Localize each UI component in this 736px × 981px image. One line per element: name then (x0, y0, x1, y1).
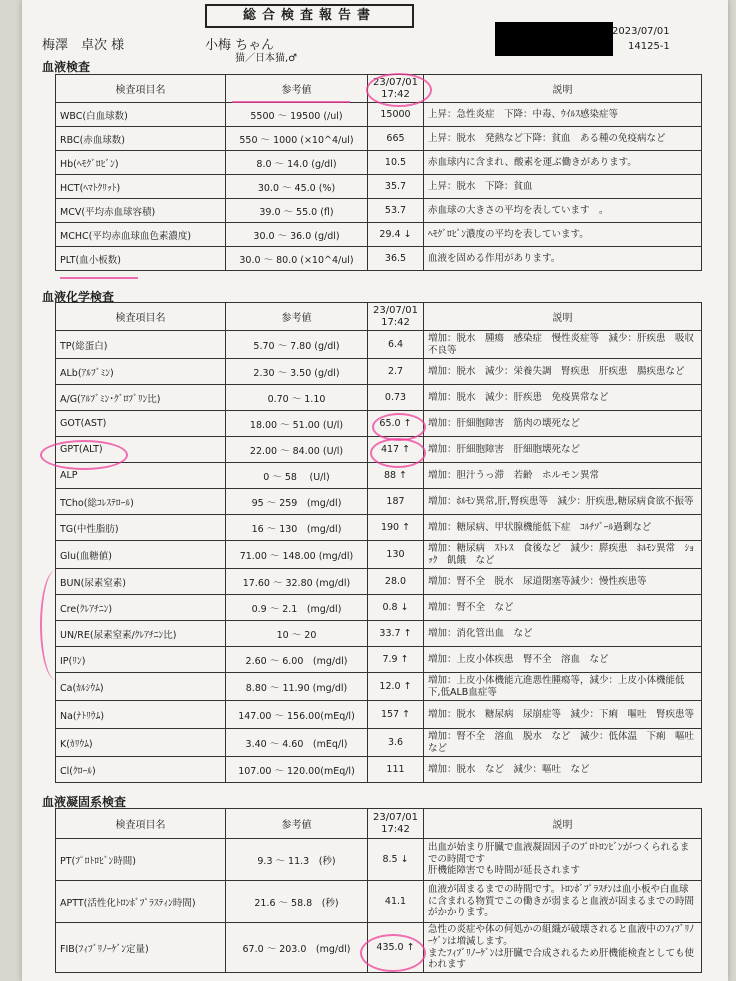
result-value-cell: 187 (368, 489, 424, 515)
section-title-coagulation: 血液凝固系検査 (42, 795, 127, 809)
column-header-item: 検査項目名 (56, 75, 226, 103)
item-name-cell: ALP (56, 463, 226, 489)
result-value-cell: 665 (368, 127, 424, 151)
item-name-cell: RBC(赤血球数) (56, 127, 226, 151)
description-cell: 血液を固める作用があります。 (424, 247, 702, 271)
column-header-ref: 参考値 (226, 809, 368, 839)
description-cell: 赤血球内に含まれ、酸素を運ぶ働きがあります。 (424, 151, 702, 175)
result-value-cell: 7.9 ↑ (368, 647, 424, 673)
item-name-cell: Na(ﾅﾄﾘｳﾑ) (56, 701, 226, 729)
column-header-desc: 説明 (424, 303, 702, 331)
item-name-cell: WBC(白血球数) (56, 103, 226, 127)
reference-range-cell: 3.40 ～ 4.60 (mEq/l) (226, 729, 368, 757)
pink-circle-mark (370, 438, 426, 468)
table-row (56, 151, 702, 175)
item-name-cell: HCT(ﾍﾏﾄｸﾘｯﾄ) (56, 175, 226, 199)
result-value-cell: 8.5 ↓ (368, 839, 424, 881)
pink-underline-mark (60, 277, 138, 279)
table-row (56, 541, 702, 569)
table-row (56, 569, 702, 595)
description-cell: 上昇：脱水 下降：貧血 (424, 175, 702, 199)
result-value-cell: 35.7 (368, 175, 424, 199)
pink-circle-mark (372, 413, 426, 441)
pink-circle-mark (360, 934, 426, 972)
reference-range-cell: 67.0 ～ 203.0 (mg/dl) (226, 923, 368, 973)
reference-range-cell: 5.70 ～ 7.80 (g/dl) (226, 331, 368, 359)
section-title-blood: 血液検査 (42, 60, 91, 74)
result-value-cell: 41.1 (368, 881, 424, 923)
result-value-cell: 33.7 ↑ (368, 621, 424, 647)
item-name-cell: PLT(血小板数) (56, 247, 226, 271)
result-value-cell: 0.73 (368, 385, 424, 411)
reference-range-cell: 8.0 ～ 14.0 (g/dl) (226, 151, 368, 175)
reference-range-cell: 71.00 ～ 148.00 (mg/dl) (226, 541, 368, 569)
pink-bracket-mark (40, 570, 72, 680)
reference-range-cell: 30.0 ～ 80.0 (×10^4/ul) (226, 247, 368, 271)
description-cell: 増加：脱水 糖尿病 尿崩症等 減少：下痢 嘔吐 腎疾患等 (424, 701, 702, 729)
table-row (56, 647, 702, 673)
reference-range-cell: 2.60 ～ 6.00 (mg/dl) (226, 647, 368, 673)
description-cell: 血液が固まるまでの時間です。ﾄﾛﾝﾎﾞﾌﾟﾗｽﾁﾝは血小板や白血球に含まれる物質でこの働きが弱まると血液が固まるまでの時間がかかります。 (424, 881, 702, 923)
description-cell: 赤血球の大きさの平均を表しています 。 (424, 199, 702, 223)
result-value-cell: 15000 (368, 103, 424, 127)
table-row (56, 881, 702, 923)
item-name-cell: GOT(AST) (56, 411, 226, 437)
table-row (56, 385, 702, 411)
table-row (56, 247, 702, 271)
description-cell: ﾍﾓｸﾞﾛﾋﾞﾝ濃度の平均を表しています。 (424, 223, 702, 247)
reference-range-cell: 550 ～ 1000 (×10^4/ul) (226, 127, 368, 151)
result-value-cell: 111 (368, 757, 424, 783)
column-header-ref: 参考値 (226, 75, 368, 103)
item-name-cell: Ca(ｶﾙｼｳﾑ) (56, 673, 226, 701)
result-value-cell: 28.0 (368, 569, 424, 595)
item-name-cell: Cl(ｸﾛｰﾙ) (56, 757, 226, 783)
reference-range-cell: 30.0 ～ 45.0 (%) (226, 175, 368, 199)
table-row (56, 331, 702, 359)
description-cell: 急性の炎症や体の何処かの組織が破壊されると血液中のﾌｨﾌﾞﾘﾉｰｹﾞﾝは増減します。 またﾌｨﾌﾞﾘﾉｰｹﾞﾝは肝臓で合成されるため肝機能検査としても使われます (424, 923, 702, 973)
result-value-cell: 157 ↑ (368, 701, 424, 729)
reference-range-cell: 22.00 ～ 84.00 (U/l) (226, 437, 368, 463)
table-row (56, 757, 702, 783)
pet-species-breed: 猫／日本猫,♂ (235, 53, 298, 64)
item-name-cell: BUN(尿素窒素) (56, 569, 226, 595)
result-value-cell: 6.4 (368, 331, 424, 359)
section-title-chemistry: 血液化学検査 (42, 290, 115, 304)
item-name-cell: MCHC(平均赤血球血色素濃度) (56, 223, 226, 247)
description-cell: 増加：上皮小体疾患 腎不全 溶血 など (424, 647, 702, 673)
report-date: 2023/07/01 (612, 26, 670, 37)
table-row (56, 673, 702, 701)
reference-range-cell: 16 ～ 130 (mg/dl) (226, 515, 368, 541)
result-value-cell: 417 ↑ (368, 437, 424, 463)
description-cell: 増加：脱水 など 減少：嘔吐 など (424, 757, 702, 783)
description-cell: 増加：消化管出血 など (424, 621, 702, 647)
table-row (56, 463, 702, 489)
reference-range-cell: 9.3 ～ 11.3 (秒) (226, 839, 368, 881)
description-cell: 増加：脱水 減少：肝疾患 免疫異常など (424, 385, 702, 411)
column-header-item: 検査項目名 (56, 303, 226, 331)
table-row (56, 199, 702, 223)
item-name-cell: ALb(ｱﾙﾌﾞﾐﾝ) (56, 359, 226, 385)
description-cell: 増加：脱水 腫瘍 感染症 慢性炎症等 減少：肝疾患 吸収不良等 (424, 331, 702, 359)
item-name-cell: APTT(活性化ﾄﾛﾝﾎﾞﾌﾟﾗｽﾃｨﾝ時間) (56, 881, 226, 923)
table-row (56, 729, 702, 757)
column-header-date: 23/07/01 17:42 (368, 809, 424, 839)
redacted-block (495, 22, 613, 56)
result-value-cell: 10.5 (368, 151, 424, 175)
result-value-cell: 0.8 ↓ (368, 595, 424, 621)
item-name-cell: TG(中性脂肪) (56, 515, 226, 541)
item-name-cell: A/G(ｱﾙﾌﾞﾐﾝ･ｸﾞﾛﾌﾞﾘﾝ比) (56, 385, 226, 411)
reference-range-cell: 5500 ～ 19500 (/ul) (226, 103, 368, 127)
reference-range-cell: 39.0 ～ 55.0 (fl) (226, 199, 368, 223)
item-name-cell: K(ｶﾘｳﾑ) (56, 729, 226, 757)
result-value-cell: 36.5 (368, 247, 424, 271)
reference-range-cell: 8.80 ～ 11.90 (mg/dl) (226, 673, 368, 701)
description-cell: 上昇：急性炎症 下降：中毒、ｳｲﾙｽ感染症等 (424, 103, 702, 127)
owner-name: 梅澤 卓次 様 (42, 38, 125, 53)
table-row (56, 515, 702, 541)
table-row (56, 127, 702, 151)
table-row (56, 595, 702, 621)
item-name-cell: Hb(ﾍﾓｸﾞﾛﾋﾞﾝ) (56, 151, 226, 175)
description-cell: 増加：ﾎﾙﾓﾝ異常,肝,腎疾患等 減少：肝疾患,糖尿病食欲不振等 (424, 489, 702, 515)
column-header-date: 23/07/01 17:42 (368, 303, 424, 331)
column-header-date: 23/07/01 17:42 (368, 75, 424, 103)
item-name-cell: Glu(血糖値) (56, 541, 226, 569)
report-title: 総合検査報告書 (205, 4, 414, 28)
column-header-desc: 説明 (424, 75, 702, 103)
result-value-cell: 65.0 ↑ (368, 411, 424, 437)
item-name-cell: MCV(平均赤血球容積) (56, 199, 226, 223)
table-row (56, 839, 702, 881)
pet-name: 小梅 ちゃん (205, 38, 275, 53)
description-cell: 増加：上皮小体機能亢進悪性腫瘍等，減少：上皮小体機能低下,低ALB血症等 (424, 673, 702, 701)
description-cell: 増加：糖尿病 ｽﾄﾚｽ 食後など 減少：膵疾患 ﾎﾙﾓﾝ異常 ｼｮｯｸ 飢餓 など (424, 541, 702, 569)
column-header-item: 検査項目名 (56, 809, 226, 839)
document-number: 14125-1 (628, 41, 670, 52)
table-row (56, 359, 702, 385)
reference-range-cell: 21.6 ～ 58.8 (秒) (226, 881, 368, 923)
result-value-cell: 2.7 (368, 359, 424, 385)
pink-circle-mark (40, 440, 128, 470)
item-name-cell: TCho(総ｺﾚｽﾃﾛｰﾙ) (56, 489, 226, 515)
description-cell: 増加：腎不全 など (424, 595, 702, 621)
table-row (56, 701, 702, 729)
item-name-cell: TP(総蛋白) (56, 331, 226, 359)
result-value-cell: 88 ↑ (368, 463, 424, 489)
result-value-cell: 12.0 ↑ (368, 673, 424, 701)
reference-range-cell: 0 ～ 58 (U/l) (226, 463, 368, 489)
reference-range-cell: 0.70 ～ 1.10 (226, 385, 368, 411)
result-value-cell: 3.6 (368, 729, 424, 757)
reference-range-cell: 10 ～ 20 (226, 621, 368, 647)
table-row (56, 621, 702, 647)
result-value-cell: 130 (368, 541, 424, 569)
reference-range-cell: 18.00 ～ 51.00 (U/l) (226, 411, 368, 437)
reference-range-cell: 17.60 ～ 32.80 (mg/dl) (226, 569, 368, 595)
description-cell: 増加：肝細胞障害 肝細胞壊死など (424, 437, 702, 463)
item-name-cell: Cre(ｸﾚｱﾁﾆﾝ) (56, 595, 226, 621)
chemistry-table (55, 302, 702, 783)
column-header-desc: 説明 (424, 809, 702, 839)
description-cell: 上昇：脱水 発熱など下降：貧血 ある種の免疫病など (424, 127, 702, 151)
result-value-cell: 435.0 ↑ (368, 923, 424, 973)
reference-range-cell: 95 ～ 259 (mg/dl) (226, 489, 368, 515)
item-name-cell: GPT(ALT) (56, 437, 226, 463)
reference-range-cell: 30.0 ～ 36.0 (g/dl) (226, 223, 368, 247)
reference-range-cell: 107.00 ～ 120.00(mEq/l) (226, 757, 368, 783)
reference-range-cell: 2.30 ～ 3.50 (g/dl) (226, 359, 368, 385)
table-row (56, 175, 702, 199)
table-row (56, 489, 702, 515)
item-name-cell: IP(ﾘﾝ) (56, 647, 226, 673)
table-row (56, 103, 702, 127)
reference-range-cell: 147.00 ～ 156.00(mEq/l) (226, 701, 368, 729)
reference-range-cell: 0.9 ～ 2.1 (mg/dl) (226, 595, 368, 621)
pink-underline-mark (232, 101, 350, 103)
description-cell: 増加：脱水 減少：栄養失調 腎疾患 肝疾患 腸疾患など (424, 359, 702, 385)
result-value-cell: 29.4 ↓ (368, 223, 424, 247)
item-name-cell: PT(ﾌﾟﾛﾄﾛﾋﾞﾝ時間) (56, 839, 226, 881)
column-header-ref: 参考値 (226, 303, 368, 331)
result-value-cell: 190 ↑ (368, 515, 424, 541)
item-name-cell: FIB(ﾌｨﾌﾞﾘﾉｰｹﾞﾝ定量) (56, 923, 226, 973)
pink-circle-mark (366, 73, 432, 107)
item-name-cell: UN/RE(尿素窒素/ｸﾚｱﾁﾆﾝ比) (56, 621, 226, 647)
description-cell: 増加：肝細胞障害 筋肉の壊死など (424, 411, 702, 437)
description-cell: 出血が始まり肝臓で血液凝固因子のﾌﾟﾛﾄﾛﾝﾋﾞﾝがつくられるまでの時間です 肝機能障害でも時間が延長されます (424, 839, 702, 881)
description-cell: 増加：胆汁うっ滞 若齢 ホルモン異常 (424, 463, 702, 489)
table-row (56, 223, 702, 247)
description-cell: 増加：腎不全 溶血 脱水 など 減少：低体温 下痢 嘔吐 など (424, 729, 702, 757)
description-cell: 増加：腎不全 脱水 尿道閉塞等減少：慢性疾患等 (424, 569, 702, 595)
description-cell: 増加：糖尿病、甲状腺機能低下症 ｺﾙﾁｿﾞｰﾙ過剰など (424, 515, 702, 541)
result-value-cell: 53.7 (368, 199, 424, 223)
